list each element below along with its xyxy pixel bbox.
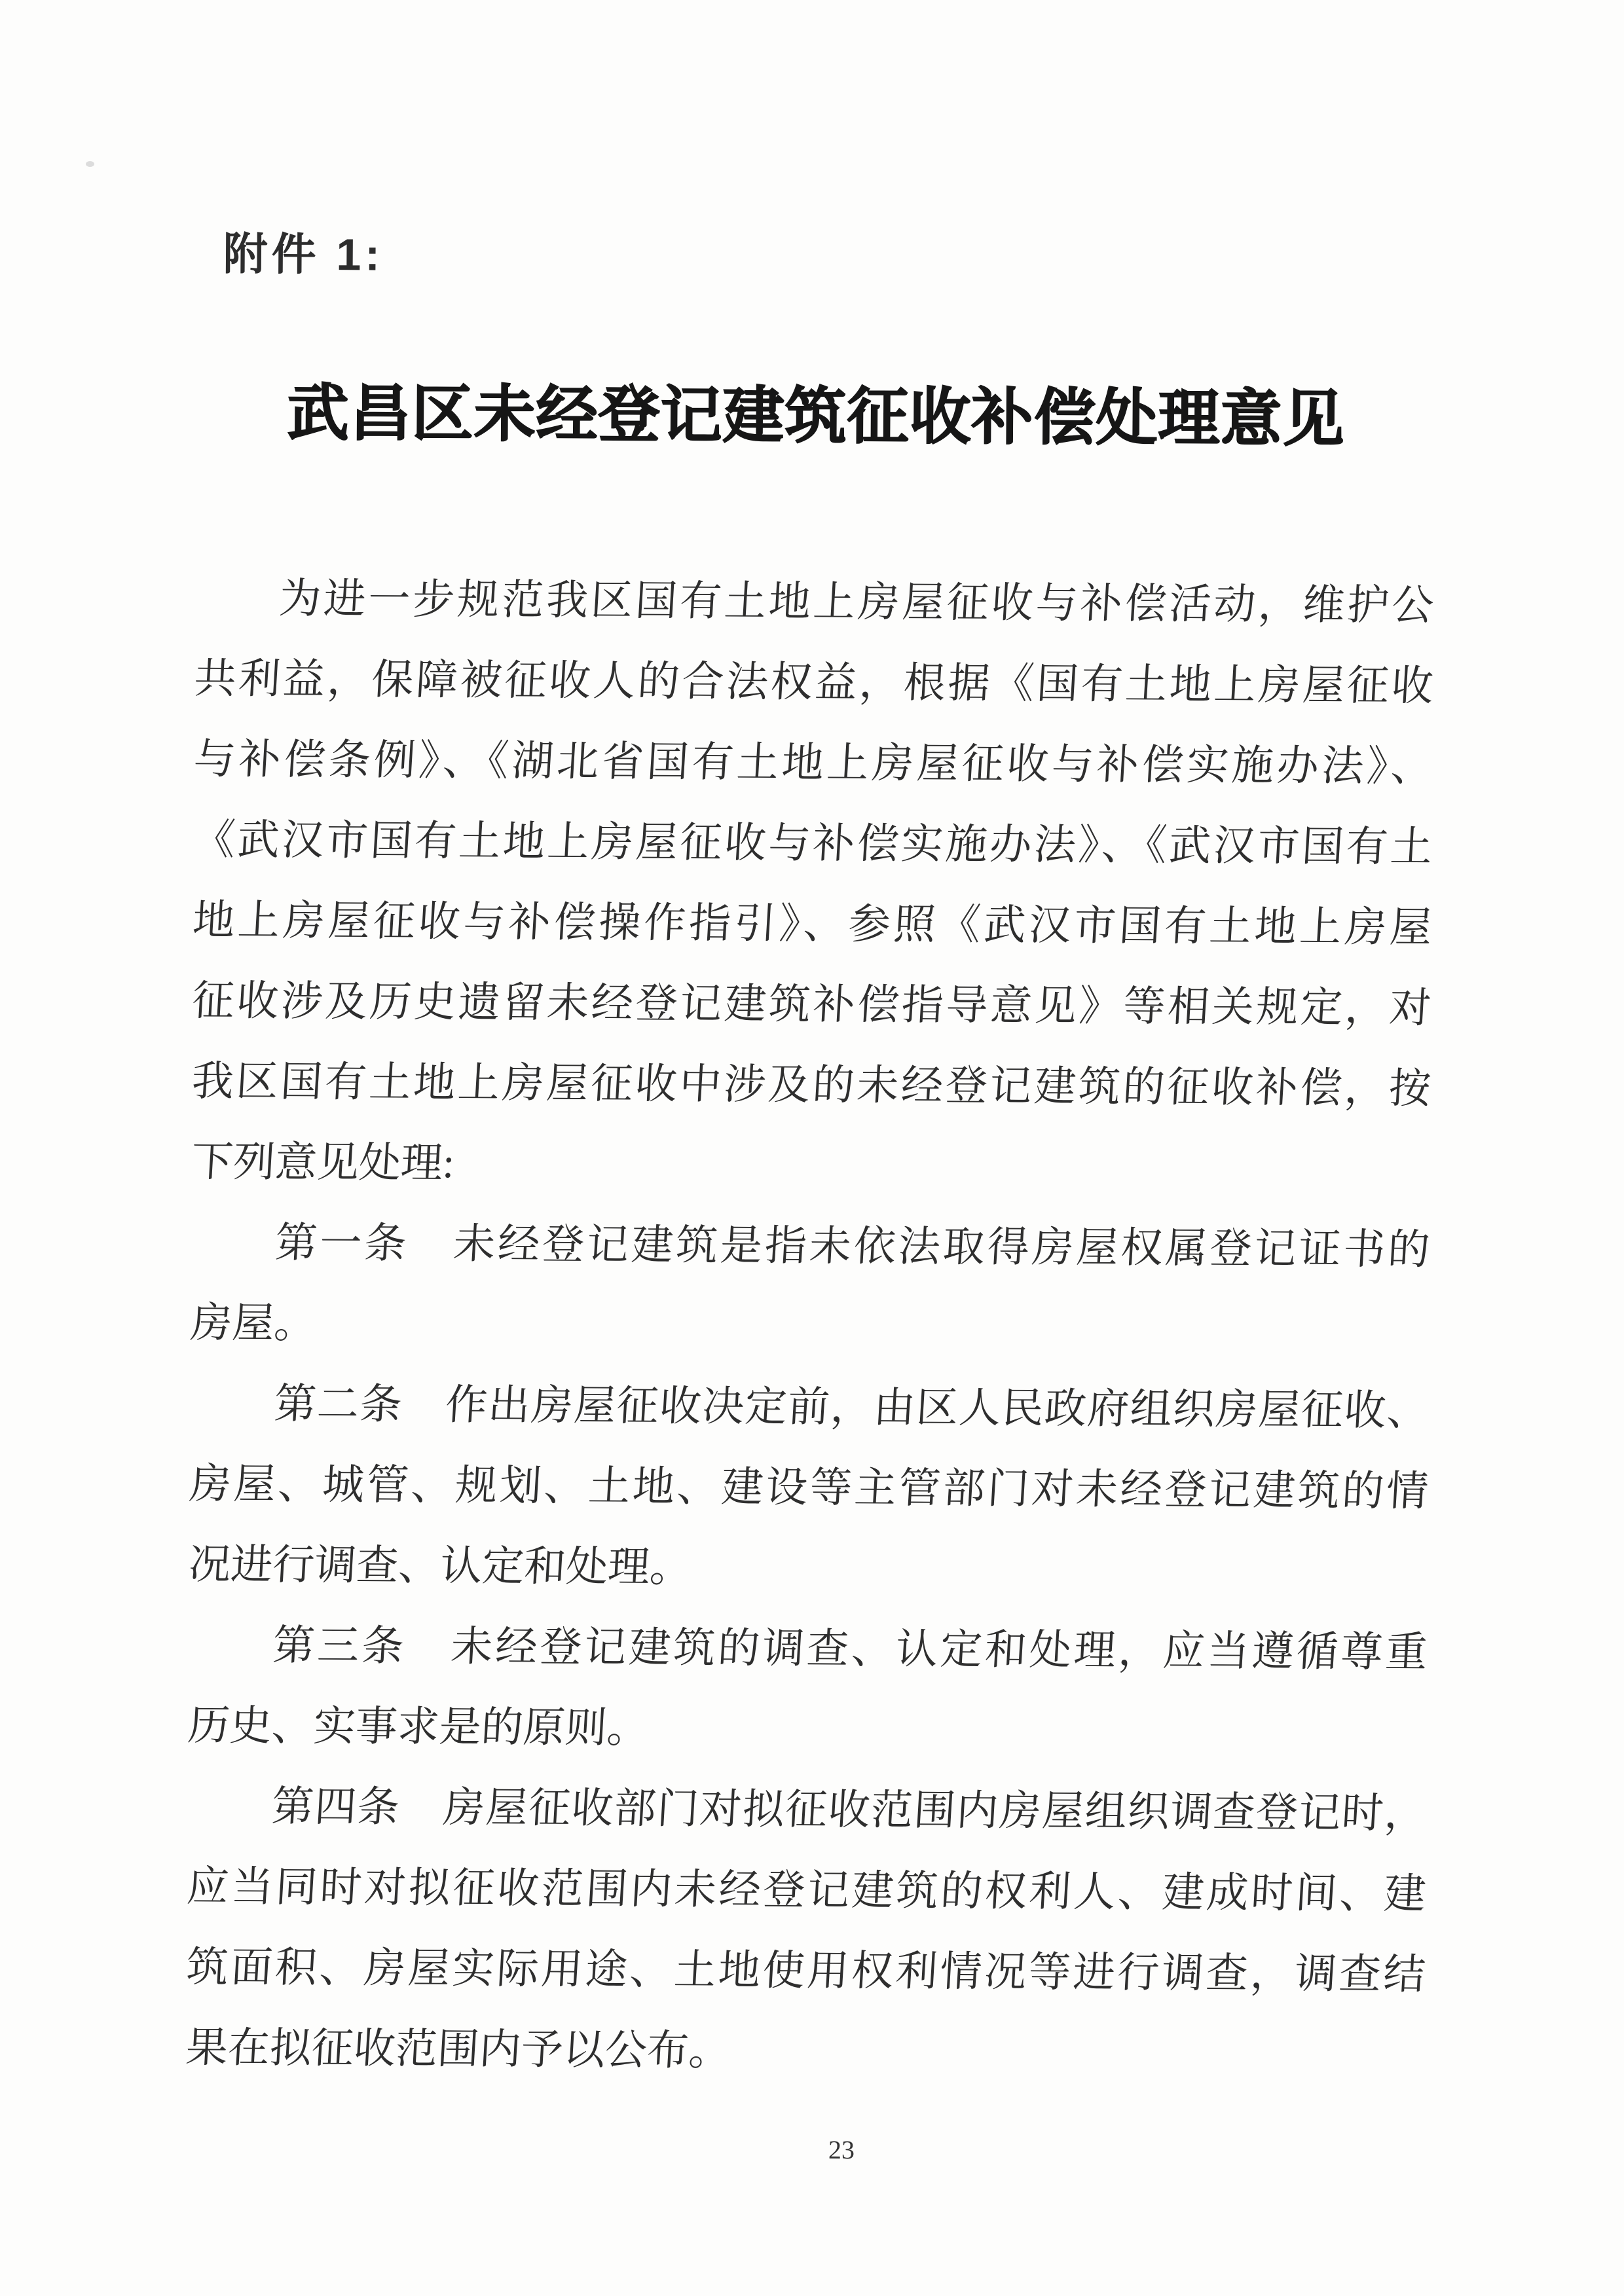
body-text-line: 第二条 作出房屋征收决定前，由区人民政府组织房屋征收、 [272, 1380, 1430, 1434]
body-text-line: 我区国有土地上房屋征收中涉及的未经登记建筑的征收补偿，按 [190, 1057, 1432, 1112]
body-text-line: 房屋。 [189, 1299, 318, 1347]
attachment-label: 附件 1: [223, 229, 384, 280]
page-number: 23 [828, 2134, 855, 2165]
body-text-line: 筑面积、房屋实际用途、土地使用权利情况等进行调查，调查结 [185, 1943, 1427, 1998]
body-text-line: 征收涉及历史遗留未经登记建筑补偿指导意见》等相关规定，对 [191, 977, 1433, 1032]
body-text-line: 况进行调查、认定和处理。 [187, 1540, 693, 1591]
body-text-line: 果在拟征收范围内予以公布。 [184, 2024, 732, 2074]
body-text-line: 《武汉市国有土地上房屋征收与补偿实施办法》、《武汉市国有土 [192, 816, 1434, 871]
document-body [186, 558, 1434, 2096]
body-text-line: 历史、实事求是的原则。 [186, 1702, 650, 1752]
body-text-line: 地上房屋征收与补偿操作指引》、参照《武汉市国有土地上房屋 [191, 896, 1433, 951]
document-title: 武昌区未经登记建筑征收补偿处理意见 [287, 379, 1345, 454]
body-text-line: 与补偿条例》、《湖北省国有土地上房屋征收与补偿实施办法》、 [192, 735, 1434, 790]
body-text-line: 为进一步规范我区国有土地上房屋征收与补偿活动，维护公 [278, 575, 1435, 629]
body-text-line: 共利益，保障被征收人的合法权益，根据《国有土地上房屋征收 [193, 655, 1435, 710]
body-text-line: 第一条 未经登记建筑是指未依法取得房屋权属登记证书的 [274, 1219, 1431, 1273]
body-text-line: 第三条 未经登记建筑的调查、认定和处理，应当遵循尊重 [271, 1622, 1429, 1676]
body-text-line: 第四条 房屋征收部门对拟征收范围内房屋组织调查登记时， [270, 1783, 1428, 1837]
body-text-line: 下列意见处理: [190, 1138, 456, 1187]
body-text-line: 应当同时对拟征收范围内未经登记建筑的权利人、建成时间、建 [185, 1863, 1428, 1918]
body-text-line: 房屋、城管、规划、土地、建设等主管部门对未经登记建筑的情 [188, 1460, 1430, 1515]
